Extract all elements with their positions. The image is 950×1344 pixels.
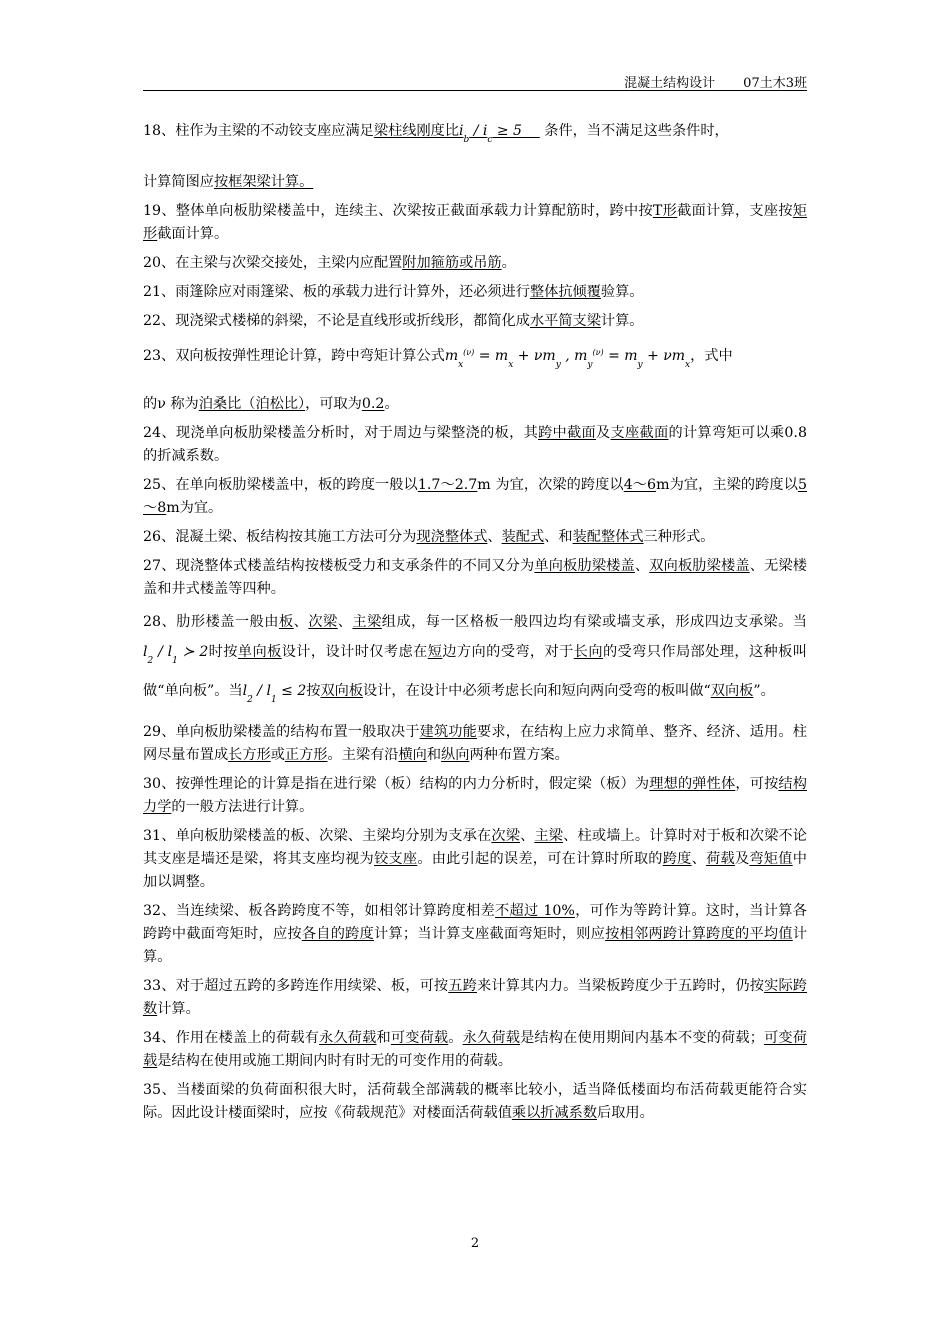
question-18: 18、柱作为主梁的不动铰支座应满足梁柱线刚度比$i_b / i_c \ge 5$ 条件，当不满足这些条件时， [143,123,729,145]
formula: $i_b / i_c \ge 5$ [459,123,540,145]
question-32: 32、当连续梁、板各跨跨度不等，如相邻计算跨度相差不超过 10%，可作为等跨计算。这时，当计算各跨跨中截面弯矩时，应按各自的跨度计算；当计算支座截面弯矩时，则应按相邻两跨计算跨度的平均值计算。 [143,903,807,965]
answer: 泊桑比（泊松比） [198,396,306,412]
answer: 长方形 [228,747,271,763]
formula: $l_2 / l_1 \le 2$ [242,683,307,705]
answer: 建筑功能 [419,724,478,740]
answer: 各自的跨度 [301,926,375,942]
answer: 5～8 [143,477,807,516]
answer: 主梁 [352,614,382,630]
question-24: 24、现浇单向板肋梁楼盖分析时，对于周边与梁整浇的板，其跨中截面及支座截面的计算弯矩可以乘0.8的折减系数。 [143,425,807,464]
page-number: 2 [470,1236,480,1251]
question-23: 23、双向板按弹性理论计算，跨中弯矩计算公式$m_x^{(\nu)} = m_x + \nu m_y$ , $m_y^{(\nu)} = m_y + \nu m_x$，式中 [143,348,733,370]
answer: 理想的弹性体 [649,776,736,792]
answer: 跨中截面 [538,425,597,441]
answer: 按框架梁计算。 [213,174,314,190]
answer: 实际跨数 [143,978,807,1017]
question-33: 33、对于超过五跨的多跨连作用续梁、板，可按五跨来计算其内力。当梁板跨度少于五跨时，仍按实际跨数计算。 [143,978,807,1017]
question-26: 26、混凝土梁、板结构按其施工方法可分为现浇整体式、装配式、和装配整体式三种形式。 [143,529,715,545]
question-35: 35、当楼面梁的负荷面积很大时，活荷载全部满载的概率比较小，适当降低楼面均布活荷载更能符合实际。因此设计楼面梁时，应按《荷载规范》对楼面活荷载值乘以折减系数后取用。 [143,1082,807,1121]
question-25: 25、在单向板肋梁楼盖中，板的跨度一般以1.7～2.7m 为宜，次梁的跨度以4～6m为宜，主梁的跨度以5～8m为宜。 [143,477,807,516]
answer: 永久荷载 [462,1030,521,1046]
question-34: 34、作用在楼盖上的荷载有永久荷载和可变荷载。永久荷载是结构在使用期间内基本不变的荷载；可变荷载是结构在使用或施工期间内时有时无的可变作用的荷载。 [143,1030,807,1069]
answer: 4～6 [623,477,657,493]
answer: 水平简支梁 [529,313,601,329]
formula: $m_x^{(\nu)} = m_x + \nu m_y$ , $m_y^{(\nu)} = m_y + \nu m_x$ [444,348,691,370]
question-19: 19、整体单向板肋梁楼盖中，连续主、次梁按正截面承载力计算配筋时，跨中按T形截面计算，支座按矩形截面计算。 [143,203,807,242]
answer: 0.2 [361,396,385,412]
answer: 双向板 [320,683,364,699]
answer: 五跨 [448,978,478,994]
formula: $l_2 / l_1$ ≻ 2 [143,644,209,666]
answer: 1.7～2.7 [417,477,478,493]
header-class: 07土木3班 [743,76,807,91]
answer: 双向板肋梁楼盖 [649,558,750,574]
question-29: 29、单向板肋梁楼盖的结构布置一般取决于建筑功能要求，在结构上应力求简单、整齐、经济、适用。柱网尽量布置成长方形或正方形。主梁有沿横向和纵向两种布置方案。 [143,724,807,763]
answer: 现浇整体式 [416,529,488,545]
question-28: 28、肋形楼盖一般由板、次梁、主梁组成，每一区格板一般四边均有梁或墙支承，形成四边支承梁。当$l_2 / l_1$ ≻ 2时按单向板设计，设计时仅考虑在短边方向的受弯，对于长向的受弯只作局部处理，这种板叫做“单向板”。当$l_2 / l_1 \le 2$按双向板设计，在设计中必须考虑长向和短向两向受弯的板叫做“双向板”。 [143,614,807,705]
answer: 按相邻两跨计算跨度的平均值 [605,926,793,942]
answer: 结构力学 [143,776,807,815]
answer: 双向板 [710,683,754,699]
answer: 正方形 [284,747,328,763]
question-31: 31、单向板肋梁楼盖的板、次梁、主梁均分别为支承在次梁、主梁、柱或墙上。计算时对于板和次梁不论其支座是墙还是梁，将其支座均视为铰支座。由此引起的误差，可在计算时所取的跨度、荷载及弯矩值中加以调整。 [143,828,807,890]
answer: 短 [427,644,443,660]
header-course: 混凝土结构设计 [624,76,716,91]
answer: 装配整体式 [572,529,644,545]
answer: 铰支座 [374,851,418,867]
answer: 装配式 [501,529,545,545]
answer: T形 [652,203,678,219]
question-27: 27、现浇整体式楼盖结构按楼板受力和支承条件的不同又分为单向板肋梁楼盖、双向板肋梁楼盖、无梁楼盖和井式楼盖等四种。 [143,558,807,597]
answer: 支座截面 [610,425,669,441]
answer: 主梁 [534,828,564,844]
answer: 荷载 [706,851,735,867]
answer: 可变荷载 [143,1030,807,1069]
answer: 不超过 10% [495,903,575,919]
page-header [143,72,807,91]
question-30: 30、按弹性理论的计算是指在进行梁（板）结构的内力分析时，假定梁（板）为理想的弹性体，可按结构力学的一般方法进行计算。 [143,776,807,815]
answer: 板 [278,614,294,630]
answer: 附加箍筋或吊筋 [402,255,502,271]
answer: 纵向 [441,747,470,763]
question-23-cont: 的ν 称为泊桑比（泊松比），可取为0.2。 [143,396,399,412]
answer: 永久荷载 [319,1030,377,1046]
answer: 整体抗倾覆 [529,284,601,300]
question-22: 22、现浇梁式楼梯的斜梁，不论是直线形或折线形，都简化成水平简支梁计算。 [143,313,644,329]
answer: 次梁 [308,614,338,630]
document-body [143,118,807,1125]
answer: 梁柱线刚度比 [373,123,460,139]
answer: 乘以折减系数 [511,1105,598,1121]
answer: 次梁 [491,828,521,844]
answer: 横向 [398,747,427,763]
answer: 单向板肋梁楼盖 [534,558,635,574]
answer: 弯矩值 [749,851,793,867]
question-21: 21、雨篷除应对雨篷梁、板的承载力进行计算外，还必须进行整体抗倾覆验算。 [143,284,644,300]
answer: 单向板 [237,644,282,660]
answer: 长向 [573,644,603,660]
answer: 可变荷载 [390,1030,449,1046]
question-20: 20、在主梁与次梁交接处，主梁内应配置附加箍筋或吊筋。 [143,255,516,271]
answer: 跨度 [662,851,692,867]
answer: 矩形 [143,203,807,242]
question-18-cont: 计算简图应按框架梁计算。 [143,174,314,190]
